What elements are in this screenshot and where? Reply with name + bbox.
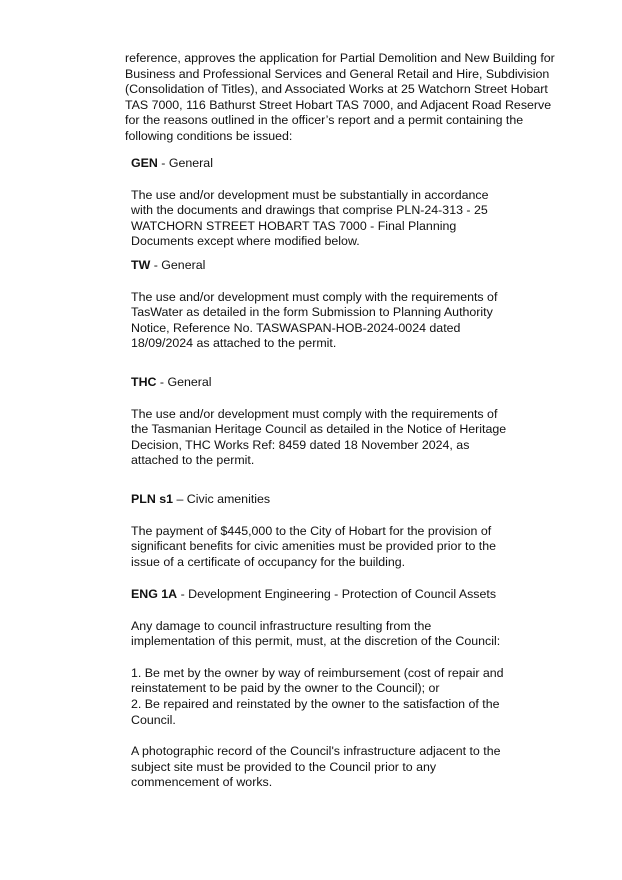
condition-title: - General	[150, 258, 206, 272]
condition-tw	[131, 258, 571, 352]
condition-heading	[131, 375, 571, 391]
body-line: The use and/or development must be substantially in accordance	[131, 187, 489, 202]
list-line: 1. Be met by the owner by way of reimbursement (cost of repair and	[131, 665, 504, 680]
condition-code: PLN s1	[131, 492, 174, 506]
condition-pln-s1	[131, 492, 571, 570]
condition-title: - General	[156, 375, 212, 389]
condition-body	[131, 188, 571, 250]
condition-heading	[131, 587, 571, 603]
body-line: Any damage to council infrastructure resulting from the	[131, 618, 432, 633]
condition-title: – Civic amenities	[173, 492, 271, 506]
closing-line: A photographic record of the Council's infrastructure adjacent to the	[131, 744, 501, 759]
condition-title: - General	[157, 156, 213, 170]
body-line: the Tasmanian Heritage Council as detailed in the Notice of Heritage	[131, 422, 507, 437]
intro-line: (Consolidation of Titles), and Associated Works at 25 Watchorn Street Hobart	[125, 82, 548, 97]
closing-line: commencement of works.	[131, 775, 273, 790]
intro-line: for the reasons outlined in the officer’s report and a permit containing the	[125, 113, 524, 128]
condition-heading	[131, 258, 571, 274]
condition-title: - Development Engineering - Protection of Council Assets	[177, 587, 497, 601]
intro-line: TAS 7000, 116 Bathurst Street Hobart TAS 7000, and Adjacent Road Reserve	[125, 97, 552, 112]
closing-line: subject site must be provided to the Council prior to any	[131, 759, 437, 774]
condition-gen	[131, 156, 571, 250]
body-line: attached to the permit.	[131, 453, 255, 468]
condition-body	[131, 290, 571, 352]
condition-list	[131, 666, 571, 728]
condition-heading	[131, 156, 571, 172]
condition-body	[131, 407, 571, 469]
body-line: Notice, Reference No. TASWASPAN-HOB-2024-0024 dated	[131, 320, 461, 335]
body-line: Decision, THC Works Ref: 8459 dated 18 November 2024, as	[131, 437, 470, 452]
body-line: WATCHORN STREET HOBART TAS 7000 - Final Planning	[131, 218, 457, 233]
body-line: The payment of $445,000 to the City of Hobart for the provision of	[131, 523, 492, 538]
intro-paragraph	[125, 51, 575, 145]
condition-code: GEN	[131, 156, 158, 170]
condition-body	[131, 524, 571, 571]
condition-closing	[131, 744, 571, 791]
body-line: Documents except where modified below.	[131, 234, 360, 249]
intro-line: following conditions be issued:	[125, 128, 293, 143]
intro-line: Business and Professional Services and General Retail and Hire, Subdivision	[125, 66, 550, 81]
body-line: issue of a certificate of occupancy for the building.	[131, 554, 406, 569]
body-line: significant benefits for civic amenities must be provided prior to the	[131, 539, 497, 554]
body-line: 18/09/2024 as attached to the permit.	[131, 336, 337, 351]
condition-heading	[131, 492, 571, 508]
body-line: The use and/or development must comply with the requirements of	[131, 406, 498, 421]
body-line: with the documents and drawings that comprise PLN-24-313 - 25	[131, 203, 488, 218]
body-line: TasWater as detailed in the form Submission to Planning Authority	[131, 305, 493, 320]
condition-thc	[131, 375, 571, 469]
condition-code: TW	[131, 258, 151, 272]
intro-line: reference, approves the application for Partial Demolition and New Building for	[125, 51, 555, 65]
condition-code: ENG 1A	[131, 587, 178, 601]
list-line: 2. Be repaired and reinstated by the owner to the satisfaction of the	[131, 696, 500, 711]
body-line: The use and/or development must comply with the requirements of	[131, 289, 498, 304]
condition-eng-1a	[131, 587, 571, 791]
body-line: implementation of this permit, must, at the discretion of the Council:	[131, 634, 501, 649]
list-line: reinstatement to be paid by the owner to the Council); or	[131, 681, 440, 696]
list-line: Council.	[131, 712, 176, 727]
condition-body	[131, 619, 571, 650]
condition-code: THC	[131, 375, 157, 389]
